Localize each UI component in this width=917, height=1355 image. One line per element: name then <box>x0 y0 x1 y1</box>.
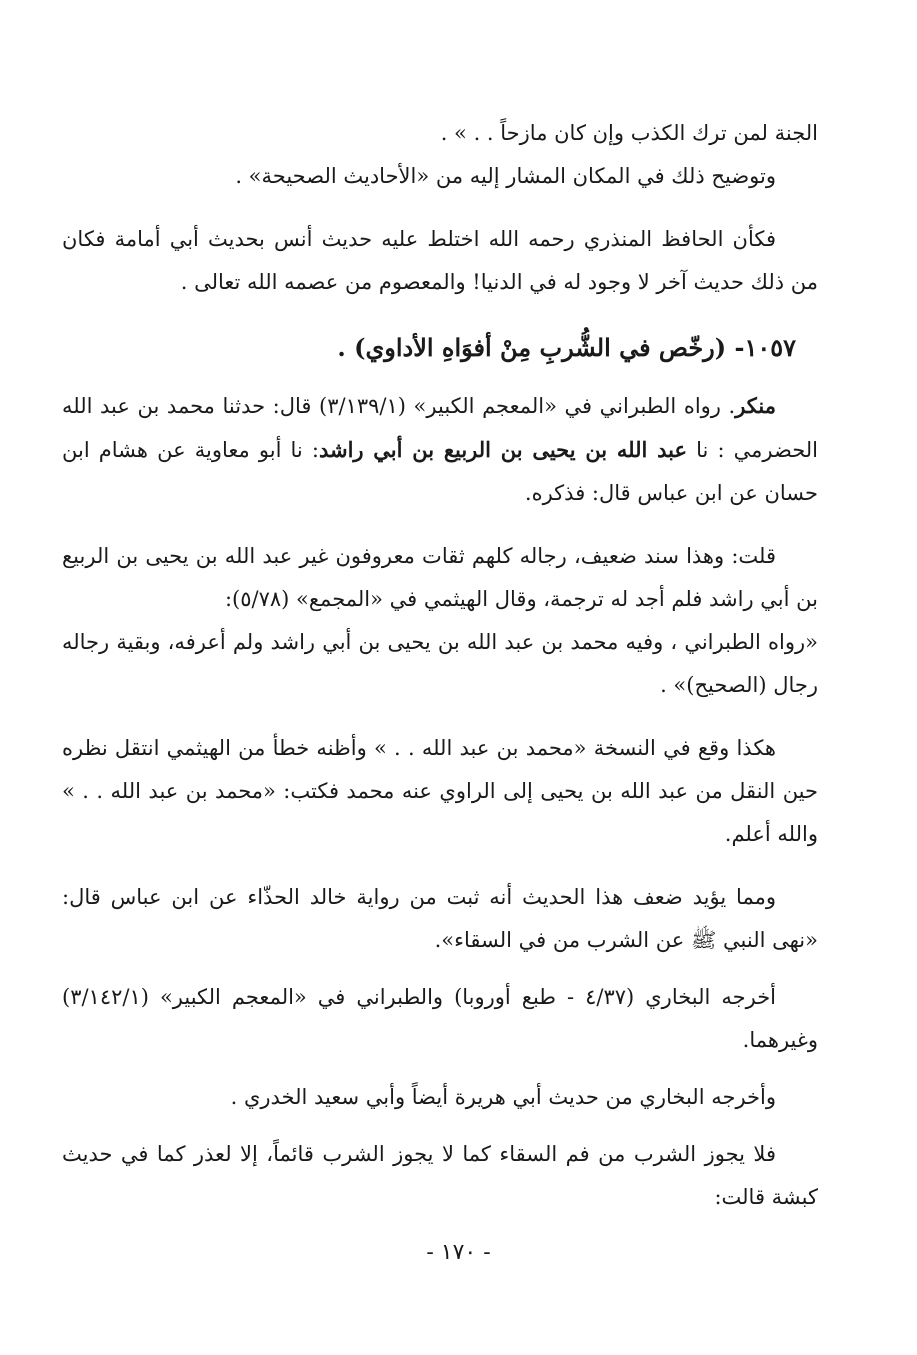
paragraph-4 <box>62 384 818 515</box>
paragraph-2: وتوضيح ذلك في المكان المشار إليه من «الأحاديث الصحيحة» . <box>235 164 776 188</box>
paragraph-3: فكأن الحافظ المنذري رحمه الله اختلط عليه حديث أنس بحديث أبي أمامة فكان من ذلك حديث آخر لا وجود له في الدنيا! والمعصوم من عصمه الله تعالى . <box>62 227 818 294</box>
hadith-heading: ١٠٥٧- (رخّص في الشُّربِ مِنْ أفوَاهِ الأداوي) . <box>337 333 796 362</box>
paragraph-11: فلا يجوز الشرب من فم السقاء كما لا يجوز الشرب قائماً، إلا لعذر كما في حديث كبشة قالت: <box>62 1142 818 1209</box>
paragraph-6-quote: «رواه الطبراني ، وفيه محمد بن عبد الله بن يحيى بن أبي راشد ولم أعرفه، وبقية رجاله رجال (الصحيح)» . <box>62 630 818 697</box>
narrator-name: عبد الله بن يحيى بن الربيع بن أبي راشد <box>318 437 687 462</box>
page-body <box>62 112 818 1219</box>
paragraph-1: الجنة لمن ترك الكذب وإن كان مازحاً . . » . <box>440 121 818 145</box>
paragraph-5: قلت: وهذا سند ضعيف، رجاله كلهم ثقات معروفون غير عبد الله بن يحيى بن الربيع بن أبي راشد فلم أجد له ترجمة، وقال الهيثمي في «المجمع» (٥/٧٨): <box>62 544 818 611</box>
paragraph-8: ومما يؤيد ضعف هذا الحديث أنه ثبت من رواية خالد الحذّاء عن ابن عباس قال: «نهى النبي ﷺ عن الشرب من في السقاء». <box>62 885 818 952</box>
paragraph-10: وأخرجه البخاري من حديث أبي هريرة أيضاً وأبي سعيد الخدري . <box>230 1085 776 1109</box>
page-number: - ١٧٠ - <box>426 1240 491 1265</box>
paragraph-4-part-a: . رواه الطبراني في «المعجم الكبير» (٣/١٣٩/١) قال: حدثنا محمد بن عبد الله الحضرمي : نا <box>62 394 819 462</box>
paragraph-9: أخرجه البخاري (٤/٣٧ - طبع أوروبا) والطبراني في «المعجم الكبير» (٣/١٤٢/١) وغيرهما. <box>62 985 818 1052</box>
grade-label: منكر <box>735 393 776 418</box>
paragraph-7: هكذا وقع في النسخة «محمد بن عبد الله . . » وأظنه خطأ من الهيثمي انتقل نظره حين النقل من عبد الله بن يحيى إلى الراوي عنه محمد فكتب: «محمد بن عبد الله . . » والله أعلم. <box>62 736 818 846</box>
paragraph-4-part-b: : نا أبو معاوية عن هشام ابن حسان عن ابن عباس قال: فذكره. <box>62 438 818 505</box>
